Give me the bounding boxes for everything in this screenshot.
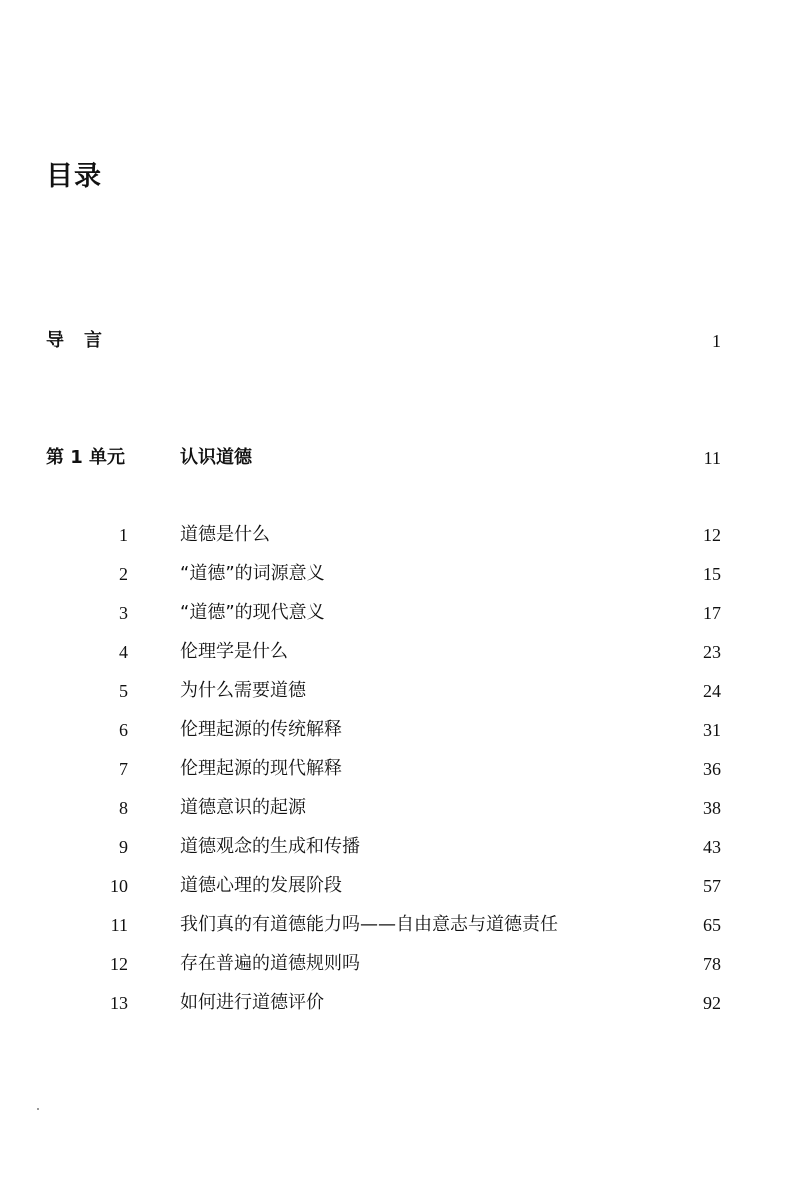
entry-title: 道德意识的起源	[180, 797, 306, 818]
entry-page-number: 78	[703, 954, 721, 974]
entry-title: 道德是什么	[180, 524, 270, 545]
entry-page-number: 17	[703, 603, 721, 623]
toc-entry[interactable]	[0, 951, 790, 977]
entry-title: 道德心理的发展阶段	[180, 875, 342, 896]
entry-number: 2	[119, 564, 128, 584]
scan-speck	[37, 1108, 39, 1110]
intro-page-number: 1	[712, 331, 721, 351]
entry-number: 7	[119, 759, 128, 779]
entry-number: 4	[119, 642, 128, 662]
toc-entry[interactable]	[0, 678, 790, 704]
toc-entry[interactable]	[0, 873, 790, 899]
entry-number: 5	[119, 681, 128, 701]
entry-title: 为什么需要道德	[180, 680, 306, 701]
entry-title: “道德”的现代意义	[180, 602, 325, 623]
toc-entry[interactable]	[0, 834, 790, 860]
toc-entry[interactable]	[0, 561, 790, 587]
unit-label: 第 1 单元	[46, 447, 126, 468]
entry-page-number: 31	[703, 720, 721, 740]
page-title: 目录	[46, 161, 102, 193]
toc-entry[interactable]	[0, 639, 790, 665]
unit-title: 认识道德	[180, 447, 252, 468]
entry-number: 11	[110, 915, 128, 935]
unit-page-number: 11	[703, 448, 721, 468]
entry-number: 9	[119, 837, 128, 857]
entry-title: “道德”的词源意义	[180, 563, 325, 584]
entry-page-number: 92	[703, 993, 721, 1013]
toc-entry[interactable]	[0, 795, 790, 821]
entry-number: 3	[119, 603, 128, 623]
entry-page-number: 24	[703, 681, 721, 701]
entry-number: 1	[119, 525, 128, 545]
toc-entry[interactable]	[0, 990, 790, 1016]
entry-number: 10	[110, 876, 128, 896]
entry-title: 我们真的有道德能力吗——自由意志与道德责任	[180, 914, 558, 935]
entry-page-number: 57	[703, 876, 721, 896]
entry-number: 12	[110, 954, 128, 974]
entry-title: 伦理起源的传统解释	[180, 719, 342, 740]
entry-title: 伦理学是什么	[180, 641, 288, 662]
toc-entry[interactable]	[0, 717, 790, 743]
toc-entry[interactable]	[0, 522, 790, 548]
entry-page-number: 38	[703, 798, 721, 818]
toc-entry[interactable]	[0, 600, 790, 626]
entry-page-number: 65	[703, 915, 721, 935]
entry-number: 6	[119, 720, 128, 740]
entry-page-number: 12	[703, 525, 721, 545]
entry-page-number: 36	[703, 759, 721, 779]
toc-unit-row[interactable]	[0, 445, 790, 471]
entry-page-number: 43	[703, 837, 721, 857]
entry-title: 伦理起源的现代解释	[180, 758, 342, 779]
toc-intro-row[interactable]	[0, 328, 790, 354]
entry-page-number: 23	[703, 642, 721, 662]
toc-entry[interactable]	[0, 912, 790, 938]
entry-number: 8	[119, 798, 128, 818]
intro-label: 导言	[46, 330, 122, 351]
entry-title: 存在普遍的道德规则吗	[180, 953, 360, 974]
entry-title: 道德观念的生成和传播	[180, 836, 360, 857]
entry-title: 如何进行道德评价	[180, 992, 324, 1013]
toc-entry[interactable]	[0, 756, 790, 782]
entry-page-number: 15	[703, 564, 721, 584]
entry-number: 13	[110, 993, 128, 1013]
